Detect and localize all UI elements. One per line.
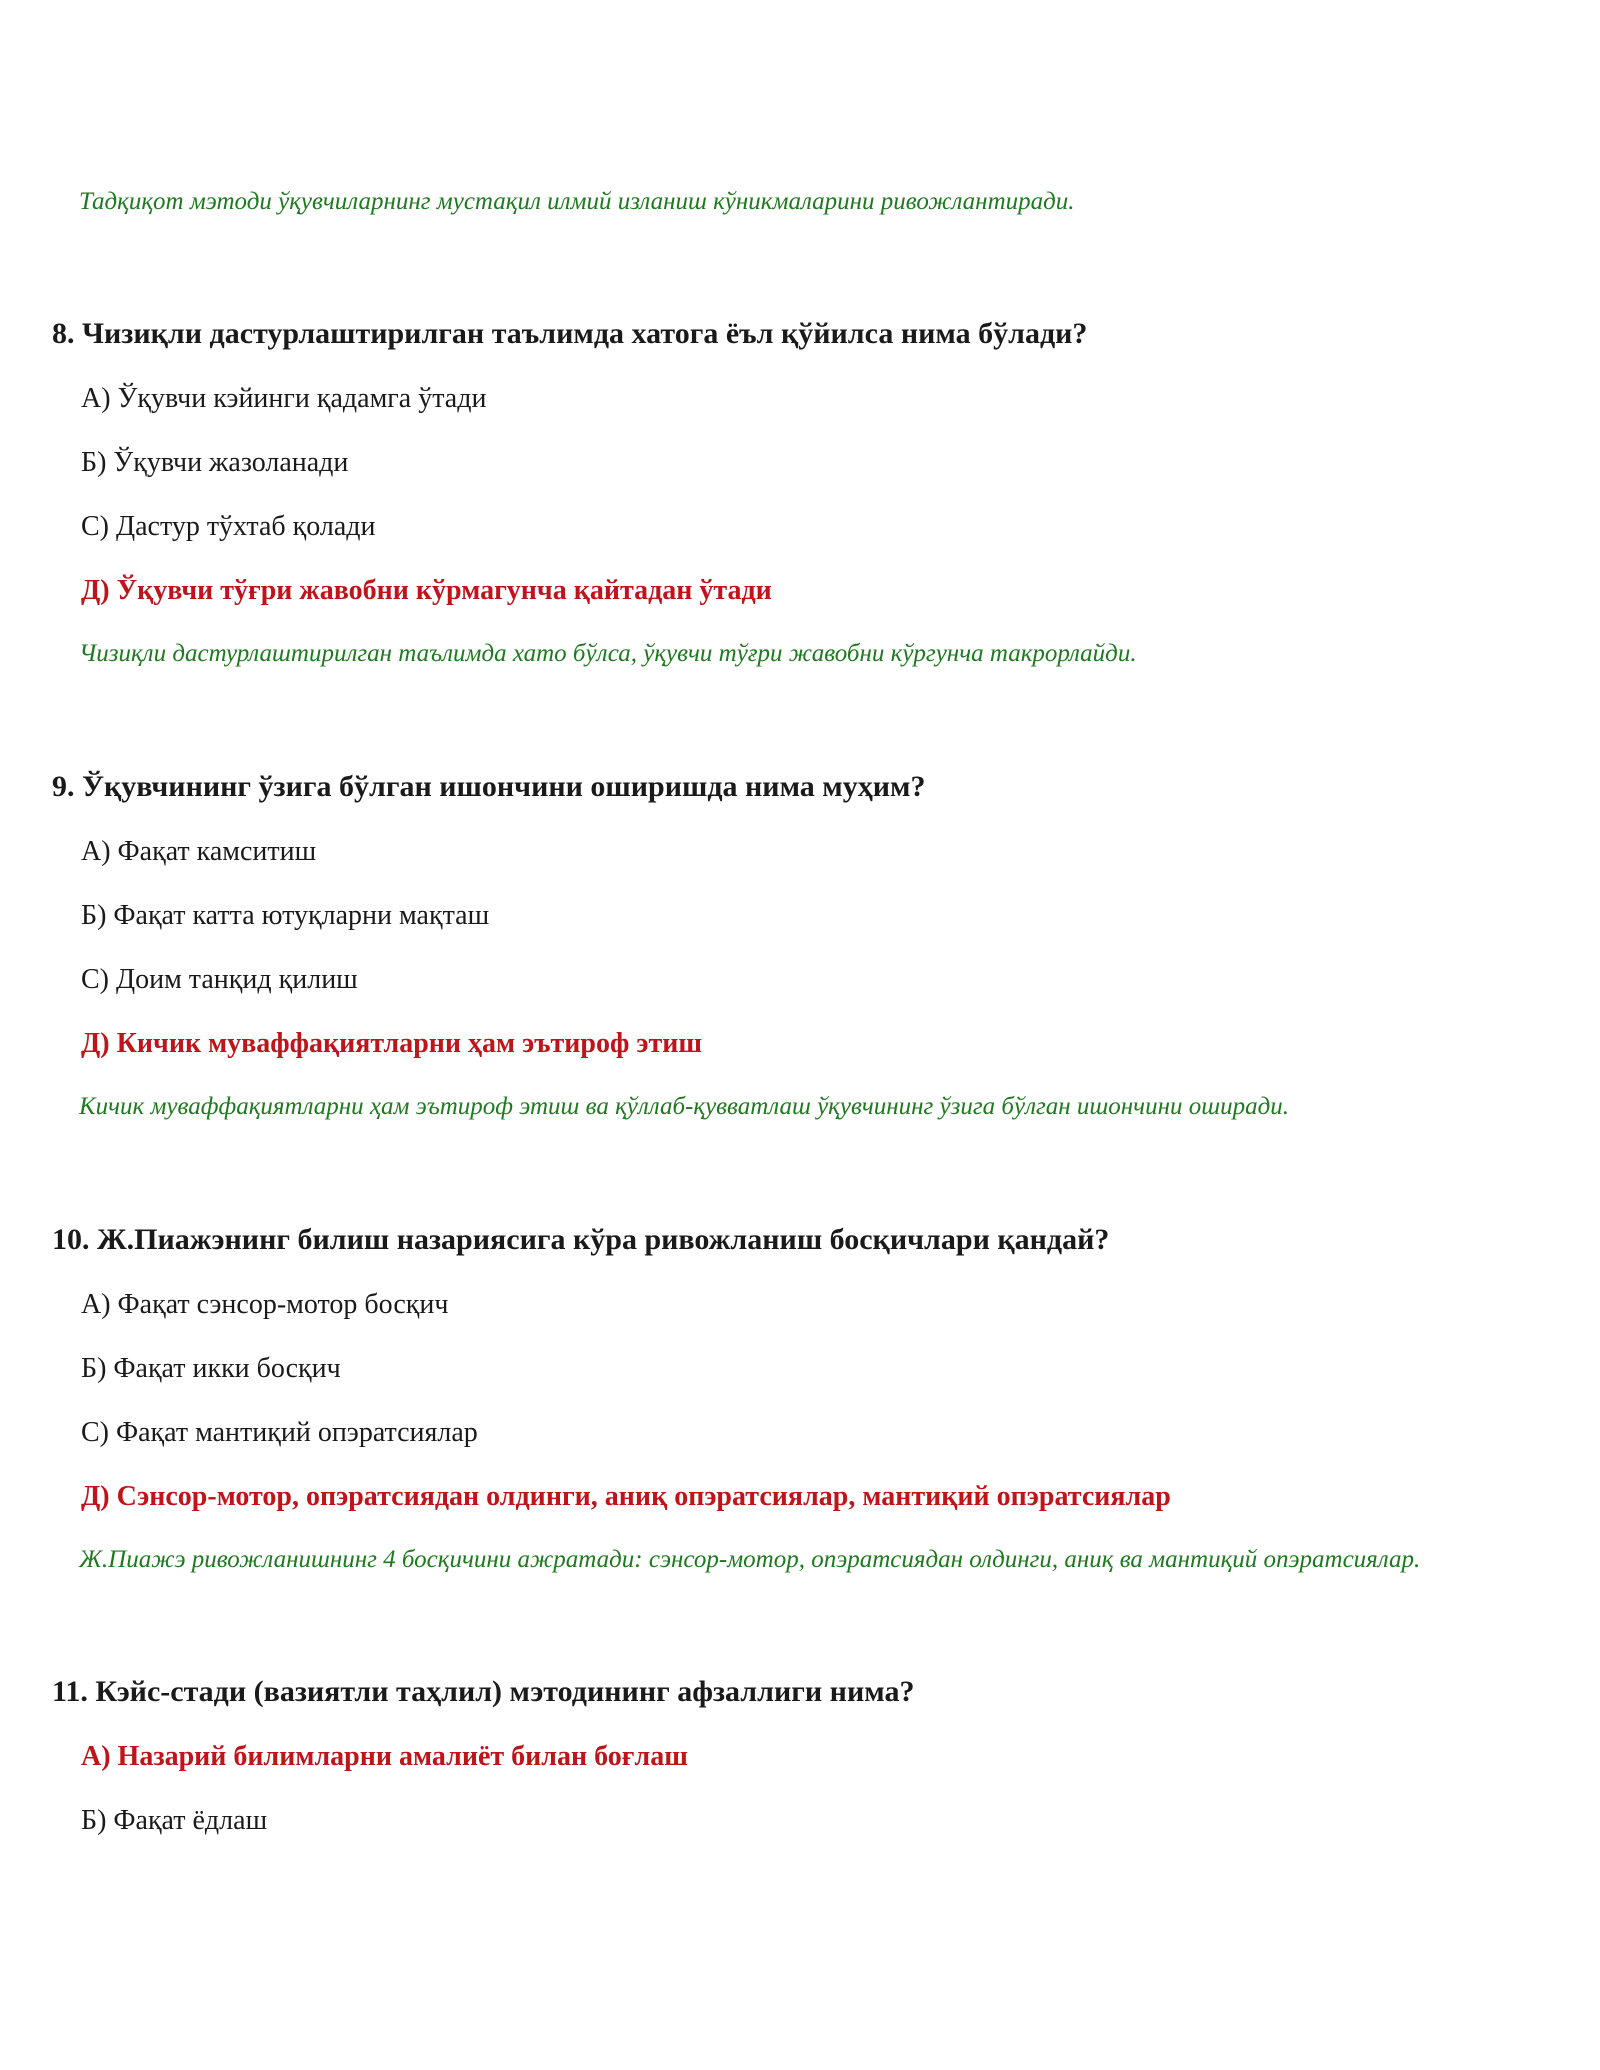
question-8-option-a: А) Ўқувчи кэйинги қадамга ўтади bbox=[81, 383, 487, 414]
question-10-explanation: Ж.Пиажэ ривожланишнинг 4 босқичини ажратади: сэнсор-мотор, опэратсиядан олдинги, аниқ ва мантиқий опэратсиялар. bbox=[79, 1546, 1421, 1573]
question-10-option-a: А) Фақат сэнсор-мотор босқич bbox=[81, 1289, 449, 1320]
question-10-title: 10. Ж.Пиажэнинг билиш назариясига кўра ривожланиш босқичлари қандай? bbox=[52, 1223, 1110, 1256]
question-9-title: 9. Ўқувчининг ўзига бўлган ишончини оширишда нима муҳим? bbox=[52, 770, 926, 803]
question-8-option-b: Б) Ўқувчи жазоланади bbox=[81, 447, 349, 478]
question-8-option-d-correct: Д) Ўқувчи тўғри жавобни кўрмагунча қайтадан ўтади bbox=[81, 575, 772, 606]
question-8-explanation: Чизиқли дастурлаштирилган таълимда хато бўлса, ўқувчи тўғри жавобни кўргунча такрорлайди. bbox=[79, 640, 1137, 667]
question-8-title: 8. Чизиқли дастурлаштирилган таълимда хатога ёъл қўйилса нима бўлади? bbox=[52, 317, 1088, 350]
question-9-option-d-correct: Д) Кичик муваффақиятларни ҳам эътироф этиш bbox=[81, 1028, 702, 1059]
question-8-option-c: С) Дастур тўхтаб қолади bbox=[81, 511, 376, 542]
question-9-option-a: А) Фақат камситиш bbox=[81, 836, 317, 867]
intro-explanation: Тадқиқот мэтоди ўқувчиларнинг мустақил илмий изланиш кўникмаларини ривожлантиради. bbox=[79, 188, 1075, 215]
question-10-option-c: С) Фақат мантиқий опэратсиялар bbox=[81, 1417, 478, 1448]
question-10-option-d-correct: Д) Сэнсор-мотор, опэратсиядан олдинги, аниқ опэратсиялар, мантиқий опэратсиялар bbox=[81, 1481, 1171, 1512]
question-11-option-b: Б) Фақат ёдлаш bbox=[81, 1805, 268, 1836]
question-9-option-b: Б) Фақат катта ютуқларни мақташ bbox=[81, 900, 490, 931]
question-10-option-b: Б) Фақат икки босқич bbox=[81, 1353, 341, 1384]
question-11-option-a-correct: А) Назарий билимларни амалиёт билан боғлаш bbox=[81, 1741, 688, 1772]
question-11-title: 11. Кэйс-стади (вазиятли таҳлил) мэтодининг афзаллиги нима? bbox=[52, 1675, 915, 1708]
question-9-option-c: С) Доим танқид қилиш bbox=[81, 964, 358, 995]
question-9-explanation: Кичик муваффақиятларни ҳам эътироф этиш ва қўллаб-қувватлаш ўқувчининг ўзига бўлган ишончини оширади. bbox=[79, 1093, 1290, 1120]
